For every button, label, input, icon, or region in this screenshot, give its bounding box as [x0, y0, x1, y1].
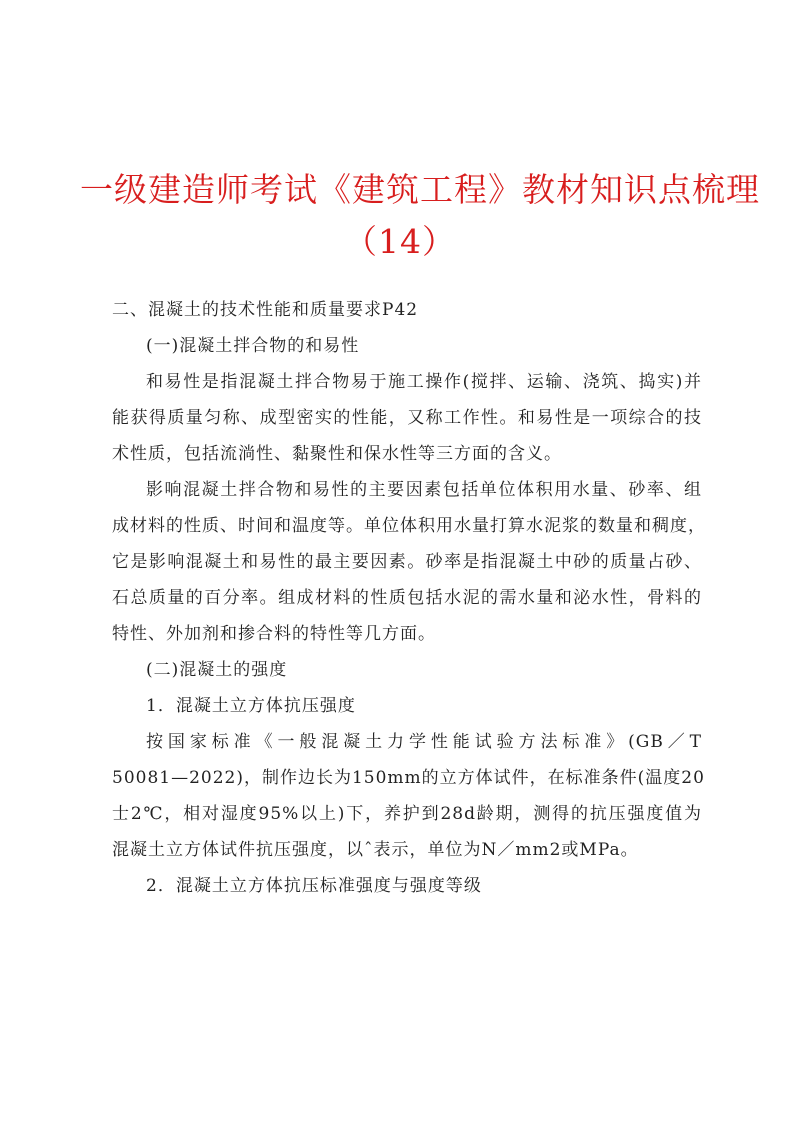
- paragraph-line: 成材料的性质、时间和温度等。单位体积用水量打算水泥浆的数量和稠度，: [112, 516, 706, 536]
- subsection-heading-workability: (一)混凝土拌合物的和易性: [146, 336, 360, 356]
- paragraph-line: 50081—2022)，制作边长为150mm的立方体试件，在标准条件(温度20: [112, 768, 705, 788]
- document-body: [112, 292, 706, 904]
- paragraph-line: 术性质，包括流淌性、黏聚性和保水性等三方面的含义。: [112, 444, 562, 464]
- paragraph-line: 混凝土立方体试件抗压强度，以ˆ表示，单位为N／mm2或MPa。: [112, 840, 639, 860]
- paragraph-line: 能获得质量匀称、成型密实的性能，又称工作性。和易性是一项综合的技: [112, 408, 702, 428]
- document-title-line1: 一级建造师考试《建筑工程》教材知识点梳理: [80, 170, 760, 209]
- paragraph-line: 它是影响混凝土和易性的最主要因素。砂率是指混凝土中砂的质量占砂、: [112, 552, 702, 572]
- item-heading-strength-grade: 2．混凝土立方体抗压标准强度与强度等级: [146, 876, 482, 896]
- paragraph-line: 影响混凝土拌合物和易性的主要因素包括单位体积用水量、砂率、组: [146, 480, 702, 500]
- paragraph-line: 按国家标准《一般混凝土力学性能试验方法标准》(GB／T: [146, 732, 702, 752]
- item-heading-cube-strength: 1．混凝土立方体抗压强度: [146, 696, 356, 716]
- document-title-line2: （14）: [344, 222, 456, 261]
- paragraph-line: 和易性是指混凝土拌合物易于施工操作(搅拌、运输、浇筑、捣实)并: [146, 372, 702, 392]
- paragraph-line: 特性、外加剂和掺合料的特性等几方面。: [112, 624, 436, 644]
- subsection-heading-strength: (二)混凝土的强度: [146, 660, 288, 680]
- section-heading: 二、混凝土的技术性能和质量要求P42: [112, 300, 419, 320]
- paragraph-line: 士2℃，相对湿度95%以上)下，养护到28d龄期，测得的抗压强度值为: [112, 804, 702, 824]
- paragraph-line: 石总质量的百分率。组成材料的性质包括水泥的需水量和泌水性，骨料的: [112, 588, 702, 608]
